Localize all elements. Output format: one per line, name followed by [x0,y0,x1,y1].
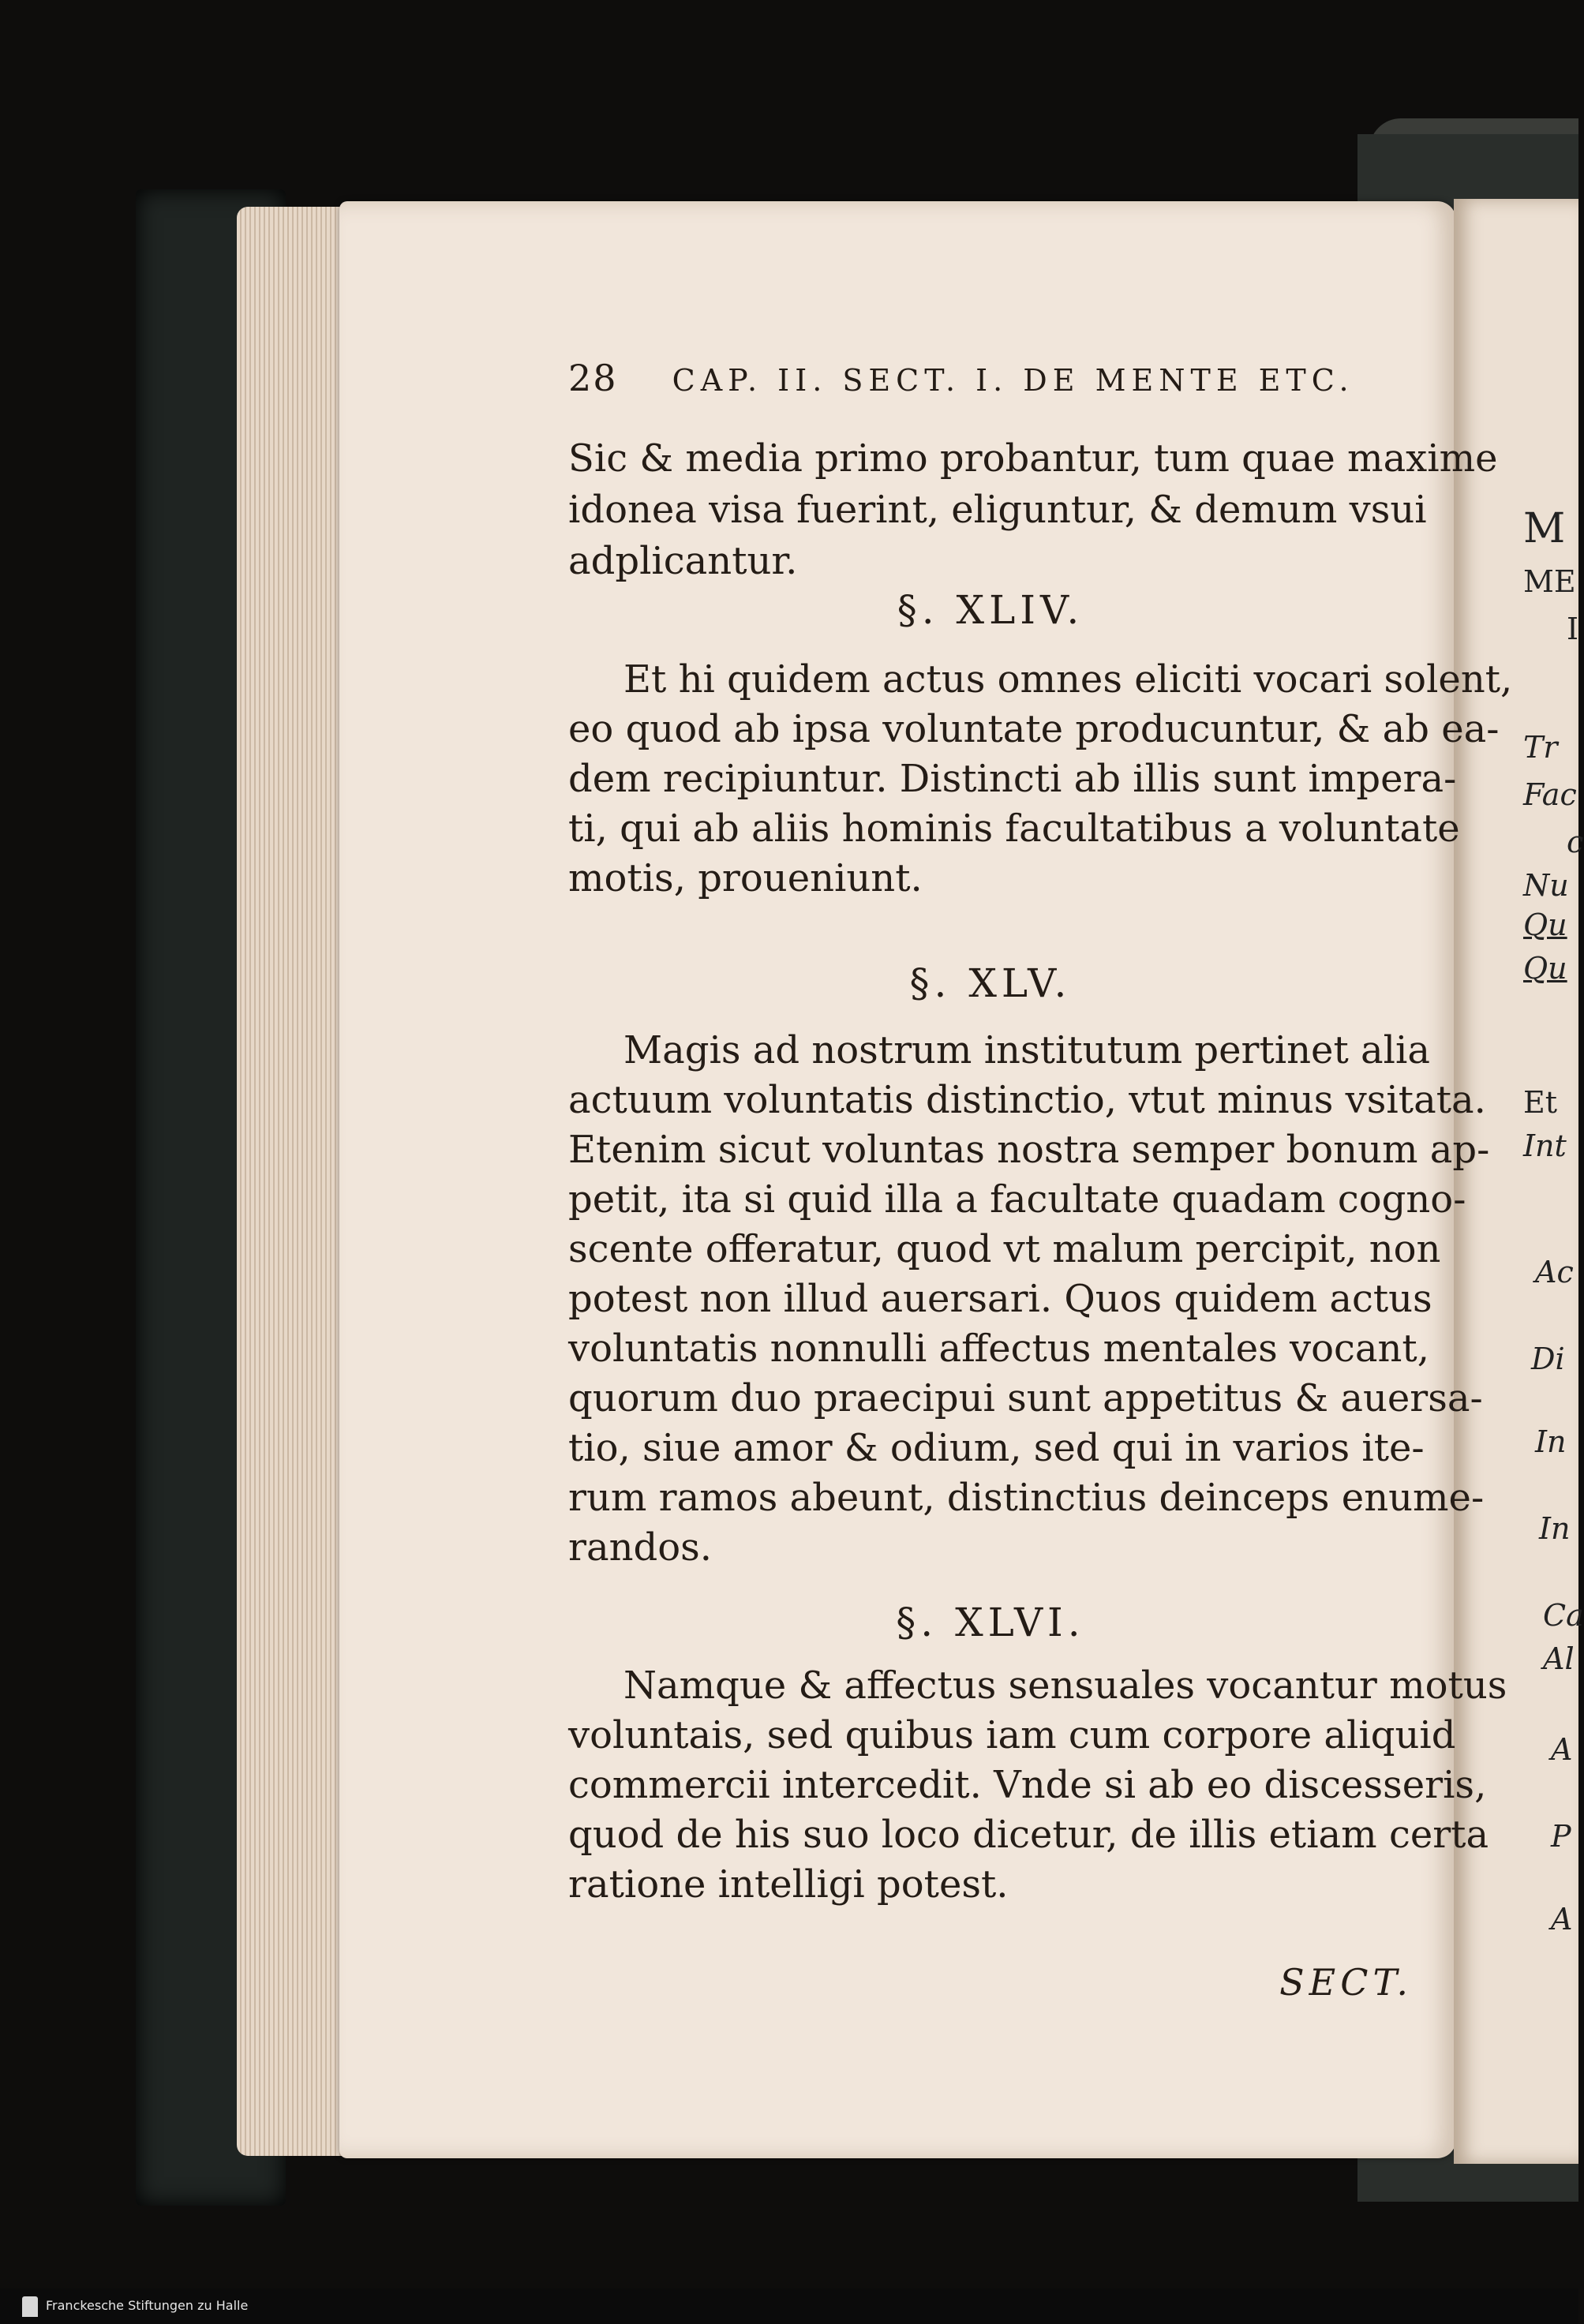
text-line: tio, siue amor & odium, sed qui in varios ite- [568,1426,1425,1470]
text-line: idonea visa fuerint, eliguntur, & demum vsui [568,488,1427,532]
text-line: petit, ita si quid illa a facultate quadam cogno- [568,1177,1466,1222]
next-page-fragment: Qu [1523,908,1567,942]
text-line: Magis ad nostrum institutum pertinet alia [623,1028,1430,1072]
running-title: CAP. II. SECT. I. DE MENTE ETC. [672,363,1354,398]
next-page-fragment: Di [1531,1342,1565,1376]
text-line: rum ramos abeunt, distinctius deinceps enume- [568,1476,1485,1520]
next-page-fragment: M [1523,505,1566,552]
running-header [568,357,1413,399]
next-page-fragment: ME [1523,564,1576,599]
next-page-fragment: In [1539,1511,1571,1546]
next-page-fragment: I [1567,612,1579,646]
text-line: randos. [568,1525,712,1570]
text-line: eo quod ab ipsa voluntate producuntur, & ab ea- [568,707,1500,751]
next-page-fragment: In [1535,1424,1567,1459]
text-line: commercii intercedit. Vnde si ab eo discesseris, [568,1763,1487,1807]
next-page-fragment: Ac [1535,1255,1574,1289]
institution-logo-icon [22,2296,38,2317]
text-line: scente offeratur, quod vt malum percipit, non [568,1227,1441,1271]
text-line: actuum voluntatis distinctio, vtut minus vsitata. [568,1078,1486,1122]
page-number: 28 [568,357,618,399]
next-page-fragment: A [1551,1902,1573,1937]
text-line: motis, proueniunt. [568,856,923,900]
text-line: dem recipiuntur. Distincti ab illis sunt impera- [568,757,1457,801]
next-page-fragment: Int [1523,1128,1567,1163]
next-page-fragment: Fac [1523,777,1577,812]
section-heading: §. XLVI. [896,1600,1085,1645]
text-line: quorum duo praecipui sunt appetitus & auersa- [568,1376,1483,1420]
catchword: SECT. [1279,1961,1413,2004]
next-page-fragment: Ca [1543,1598,1584,1633]
next-page-fragment: Nu [1523,868,1569,903]
text-line: Et hi quidem actus omnes eliciti vocari solent, [623,657,1513,702]
section-heading: §. XLV. [909,960,1072,1006]
text-line: ratione intelligi potest. [568,1862,1009,1907]
next-page-fragment: A [1551,1732,1573,1767]
next-page-fragment: Qu [1523,951,1567,986]
next-page-fragment: Tr [1523,730,1558,765]
section-heading: §. XLIV. [897,587,1084,633]
text-line: voluntais, sed quibus iam cum corpore aliquid [568,1713,1456,1757]
next-page-fragment: P [1551,1819,1571,1854]
text-line: voluntatis nonnulli affectus mentales vocant, [568,1327,1429,1371]
text-line: Etenim sicut voluntas nostra semper bonum ap- [568,1128,1490,1172]
footer-institution: Franckesche Stiftungen zu Halle [46,2298,249,2313]
next-page-fragment: Al [1543,1641,1575,1676]
text-line: adplicantur. [568,539,798,583]
next-page-fragment: c [1567,825,1584,859]
text-line: ti, qui ab aliis hominis facultatibus a voluntate [568,806,1460,851]
text-line: quod de his suo loco dicetur, de illis etiam certa [568,1813,1489,1857]
next-page-fragment: Et [1523,1085,1558,1120]
text-line: potest non illud auersari. Quos quidem actus [568,1277,1432,1321]
text-line: Sic & media primo probantur, tum quae maxime [568,436,1498,481]
text-line: Namque & affectus sensuales vocantur motus [623,1663,1507,1708]
